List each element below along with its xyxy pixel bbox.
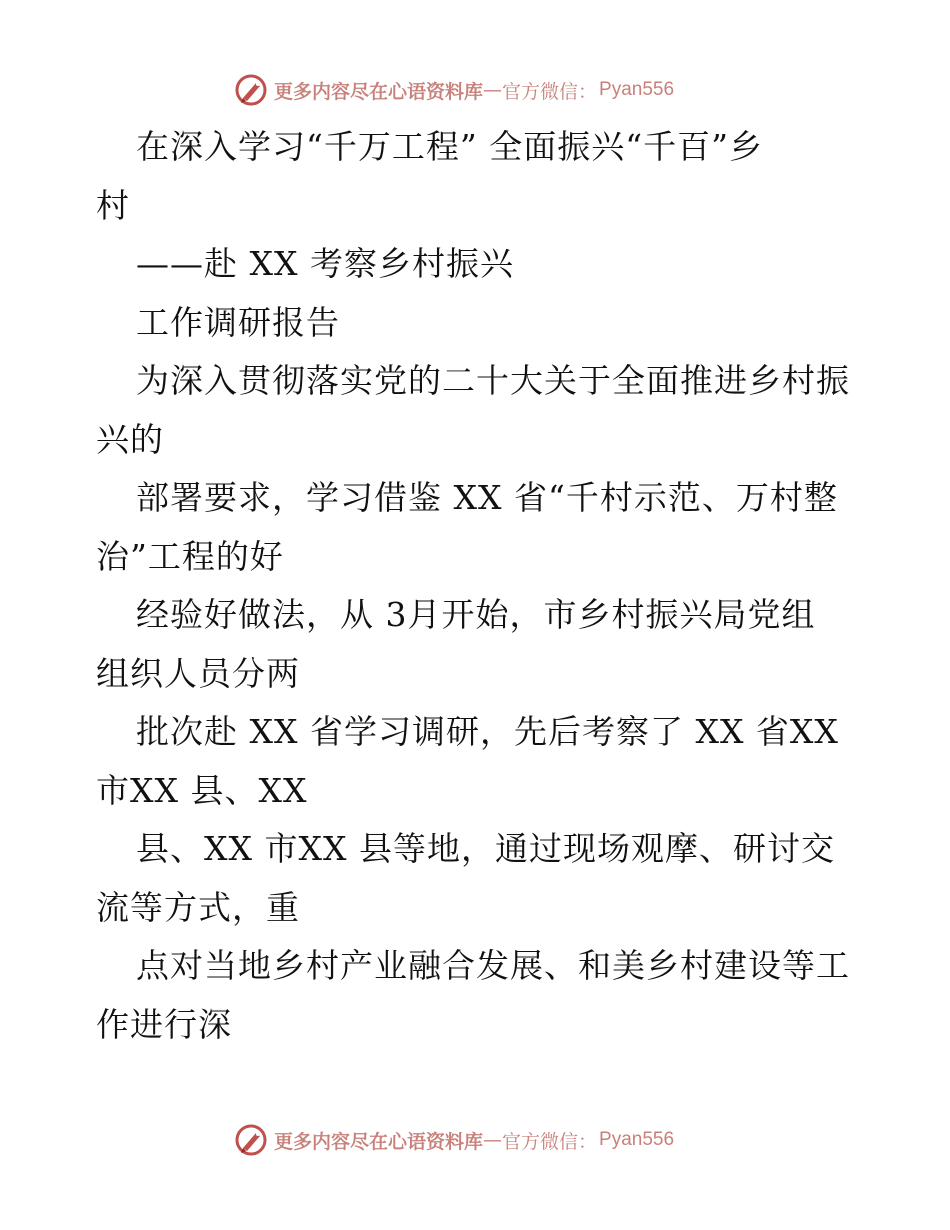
watermark-id: Pyan556 <box>599 1129 675 1150</box>
watermark-id: Pyan556 <box>599 79 675 100</box>
text-line: 在深入学习“千万工程” 全面振兴“千百”乡 <box>136 127 763 166</box>
watermark-dash: — <box>483 1129 503 1151</box>
document-body <box>96 118 866 1054</box>
pen-logo-icon <box>234 73 268 107</box>
watermark-main-text: 更多内容尽在心语资料库 <box>274 80 484 103</box>
text-line: 治”工程的好 <box>96 536 284 576</box>
text-line: 部署要求，学习借鉴 XX 省“千村示范、万村整 <box>136 478 838 517</box>
text-line: 村 <box>96 185 130 225</box>
text-line: 点对当地乡村产业融合发展、和美乡村建设等工 <box>136 946 850 985</box>
watermark-footer <box>234 1122 674 1158</box>
watermark-main-text: 更多内容尽在心语资料库 <box>274 1130 484 1153</box>
pen-logo-icon <box>234 1123 268 1157</box>
text-line: 作进行深 <box>96 1004 232 1044</box>
text-line: ——赴 XX 考察乡村振兴 <box>136 244 514 283</box>
text-line: 为深入贯彻落实党的二十大关于全面推进乡村振 <box>136 361 850 400</box>
text-line: 组织人员分两 <box>96 653 300 693</box>
watermark-dash: — <box>483 79 503 101</box>
text-line: 兴的 <box>96 419 164 459</box>
text-line: 批次赴 XX 省学习调研，先后考察了 XX 省XX <box>136 712 839 751</box>
watermark-sub-text: 官方微信： <box>502 80 598 103</box>
text-line: 经验好做法，从 3月开始，市乡村振兴局党组 <box>136 595 816 634</box>
watermark-sub-text: 官方微信： <box>502 1130 598 1153</box>
text-line: 县、XX 市XX 县等地，通过现场观摩、研讨交 <box>136 829 835 868</box>
text-line: 市XX 县、XX <box>96 770 308 810</box>
watermark-header <box>234 72 674 108</box>
text-line: 流等方式，重 <box>96 887 300 927</box>
text-line: 工作调研报告 <box>136 302 340 342</box>
